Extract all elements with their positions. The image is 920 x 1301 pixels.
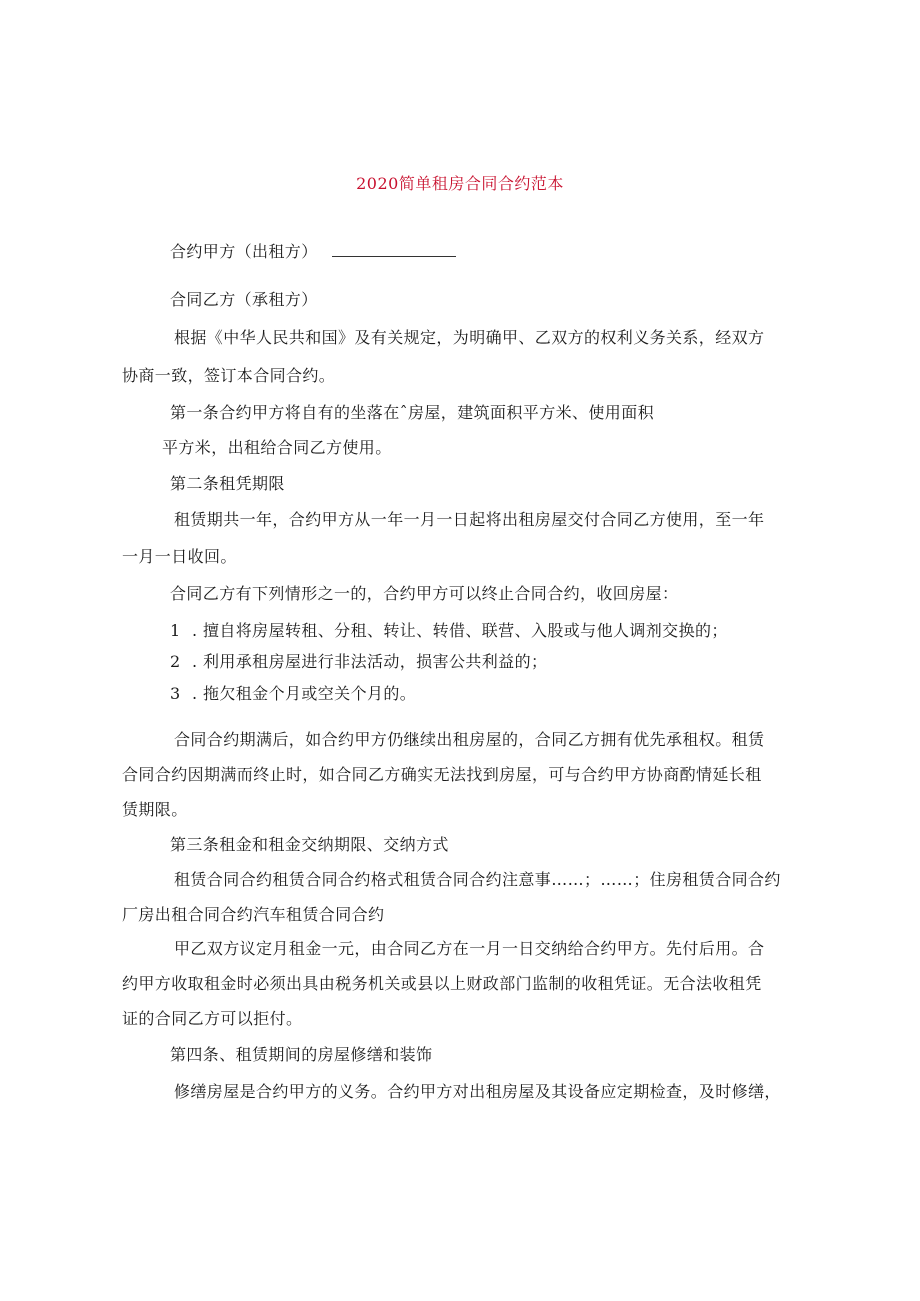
list-item-number: 2	[170, 652, 181, 671]
article1-line-2: 平方米，出租给合同乙方使用。	[162, 438, 392, 457]
list-item-text: . 拖欠租金个月或空关个月的。	[192, 684, 417, 703]
document-title: 2020简单租房合同合约范本	[356, 174, 564, 193]
article4-para1-line-1: 修缮房屋是合约甲方的义务。合约甲方对出租房屋及其设备应定期检查，及时修缮，	[174, 1082, 781, 1101]
list-item-text: . 擅自将房屋转租、分租、转让、转借、联营、入股或与他人调剂交换的；	[192, 621, 728, 640]
article2-para3-line-1: 合同合约期满后，如合约甲方仍继续出租房屋的，合同乙方拥有优先承租权。租赁	[174, 730, 765, 749]
article3-heading: 第三条租金和租金交纳期限、交纳方式	[170, 835, 449, 854]
article3-para2-line-2: 约甲方收取租金时必须出具由税务机关或县以上财政部门监制的收租凭证。无合法收租凭	[122, 974, 762, 993]
article2-para2: 合同乙方有下列情形之一的，合约甲方可以终止合同合约，收回房屋：	[170, 584, 679, 603]
intro-line-2: 协商一致，签订本合同合约。	[122, 366, 336, 385]
article3-para2-line-1: 甲乙双方议定月租金一元，由合同乙方在一月一日交纳给合约甲方。先付后用。合	[174, 939, 765, 958]
article2-para1-line-1: 租赁期共一年，合约甲方从一年一月一日起将出租房屋交付合同乙方使用，至一年	[174, 510, 765, 529]
list-item-text: . 利用承租房屋进行非法活动，损害公共利益的；	[192, 652, 548, 671]
party-b-label: 合同乙方（承租方）	[170, 290, 318, 309]
article3-para2-line-3: 证的合同乙方可以拒付。	[122, 1009, 303, 1028]
party-a-line	[170, 241, 456, 263]
article2-para3-line-2: 合同合约因期满而终止时，如合同乙方确实无法找到房屋，可与合约甲方协商酌情延长租	[122, 765, 762, 784]
article4-heading: 第四条、租赁期间的房屋修缮和装饰	[170, 1045, 433, 1064]
list-item	[170, 620, 728, 642]
article2-para3-line-3: 赁期限。	[122, 800, 188, 819]
list-item	[170, 683, 416, 705]
article2-heading: 第二条租凭期限	[170, 474, 285, 493]
list-item-number: 3	[170, 684, 181, 703]
list-item-number: 1	[170, 621, 181, 640]
article3-para1-line-1: 租赁合同合约租赁合同合约格式租赁合同合约注意事……；……；住房租赁合同合约	[174, 870, 781, 889]
intro-line-1: 根据《中华人民共和国》及有关规定，为明确甲、乙双方的权利义务关系，经双方	[174, 328, 765, 347]
article2-para1-line-2: 一月一日收回。	[122, 547, 237, 566]
article3-para1-line-2: 厂房出租合同合约汽车租赁合同合约	[122, 905, 385, 924]
party-a-label: 合约甲方（出租方）	[170, 242, 318, 261]
article1-line-1: 第一条合约甲方将自有的坐落在ˆ房屋，建筑面积平方米、使用面积	[170, 403, 655, 422]
party-a-blank	[332, 242, 456, 257]
list-item	[170, 651, 547, 673]
